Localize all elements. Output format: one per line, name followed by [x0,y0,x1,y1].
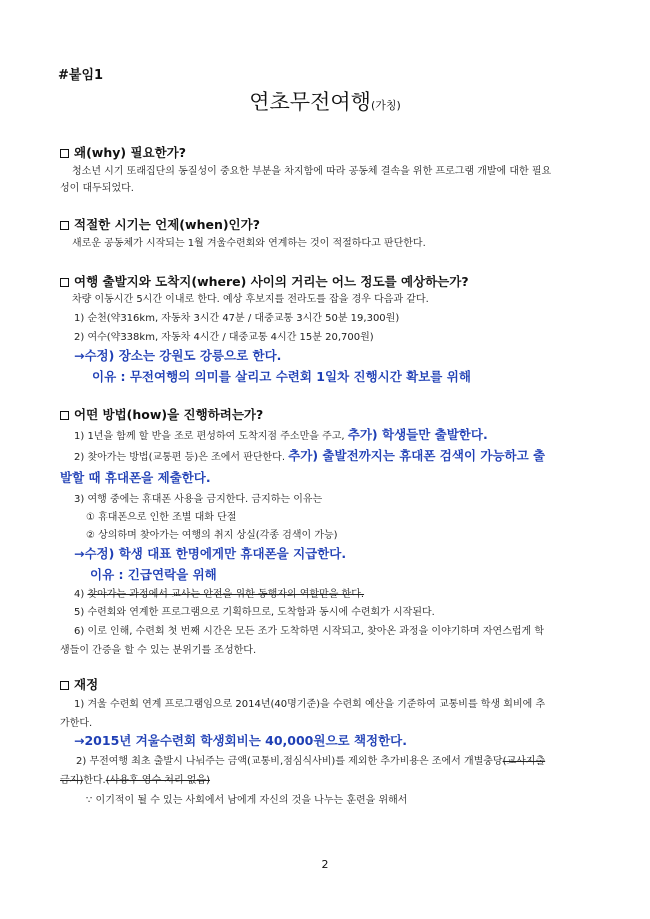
checkbox-icon [60,411,69,420]
checkbox-icon [60,278,69,287]
section-where-heading: 여행 출발지와 도착지(where) 사이의 거리는 어느 정도를 예상하는가? [60,272,469,290]
finance-item-2: 2) 무전여행 최초 출발시 나눠주는 금액(교통비,점심식사비)를 제외한 추가비용은 조에서 개별충당(교사지출금지)한다.(사용후 영수 처리 없음) [60,756,546,786]
finance-item-1: 1) 겨울 수련회 연계 프로그램임으로 2014년(40명기준)을 수련회 예산을 기준하여 교통비를 학생 회비에 추가한다. [60,699,546,729]
section-finance-heading: 재정 [60,675,98,693]
how-item-3a: ① 휴대폰으로 인한 조별 대화 단절 [86,512,237,523]
attachment-label: #붙임1 [58,68,104,83]
finance-note: ∵ 이기적이 될 수 있는 사회에서 남에게 자신의 것을 나누는 훈련을 위해서 [86,795,408,806]
where-line-2: 1) 순천(약316km, 자동차 3시간 47분 / 대중교통 3시간 50분 19,300원) [74,313,400,324]
section-why-body: 청소년 시기 또래집단의 동질성이 중요한 부분을 차지함에 따라 공동체 결속을 위한 프로그램 개발에 대한 필요성이 대두되었다. [60,166,552,194]
where-line-3: 2) 여수(약338km, 자동차 4시간 / 대중교통 4시간 15분 20,700원) [74,332,374,343]
checkbox-icon [60,221,69,230]
where-fix: →수정) 장소는 강원도 강릉으로 한다. [74,348,282,363]
section-why-heading: 왜(why) 필요한가? [60,143,186,161]
section-when-body: 새로운 공동체가 시작되는 1월 겨울수련회와 연계하는 것이 적절하다고 판단한다. [72,238,426,249]
how-item-6: 6) 이로 인해, 수련회 첫 번째 시간은 모든 조가 도착하면 시작되고, 찾아온 과정을 이야기하며 자연스럽게 학생들이 간증을 할 수 있는 분위기를 조성한다. [60,626,545,656]
checkbox-icon [60,149,69,158]
how-item-5: 5) 수련회와 연계한 프로그램으로 기획하므로, 도착함과 동시에 수련회가 시작된다. [74,607,435,618]
finance-fix: →2015년 겨울수련회 학생회비는 40,000원으로 책정한다. [74,733,408,748]
title-sub: (가칭) [370,99,401,112]
checkbox-icon [60,681,69,690]
page-number: 2 [321,858,329,871]
title-main: 연초무전여행 [249,90,371,114]
how-item-3b: ② 상의하며 찾아가는 여행의 취지 상실(각종 검색이 가능) [86,530,338,541]
document-title [0,86,650,116]
how-item-3: 3) 여행 중에는 휴대폰 사용을 금지한다. 금지하는 이유는 [74,494,323,505]
where-reason: 이유 : 무전여행의 의미를 살리고 수련회 1일차 진행시간 확보를 위해 [92,369,471,384]
section-how-heading: 어떤 방법(how)을 진행하려는가? [60,405,263,423]
how-item-2: 2) 찾아가는 방법(교통편 등)은 조에서 판단한다. 추가) 출발전까지는 휴대폰 검색이 가능하고 출발할 때 휴대폰을 제출한다. [60,448,546,485]
how-reason: 이유 : 긴급연락을 위해 [90,567,217,582]
how-item-4: 4) 찾아가는 과정에서 교사는 안전을 위한 동행자의 역할만을 한다. [74,589,365,600]
how-item-1: 1) 1년을 함께 할 반을 조로 편성하여 도착지점 주소만을 주고, 추가) 학생들만 출발한다. [74,427,488,442]
where-line-1: 차량 이동시간 5시간 이내로 한다. 예상 후보지를 전라도를 잡을 경우 다음과 같다. [72,294,429,305]
section-when-heading: 적절한 시기는 언제(when)인가? [60,215,260,233]
how-fix: →수정) 학생 대표 한명에게만 휴대폰을 지급한다. [74,546,347,561]
